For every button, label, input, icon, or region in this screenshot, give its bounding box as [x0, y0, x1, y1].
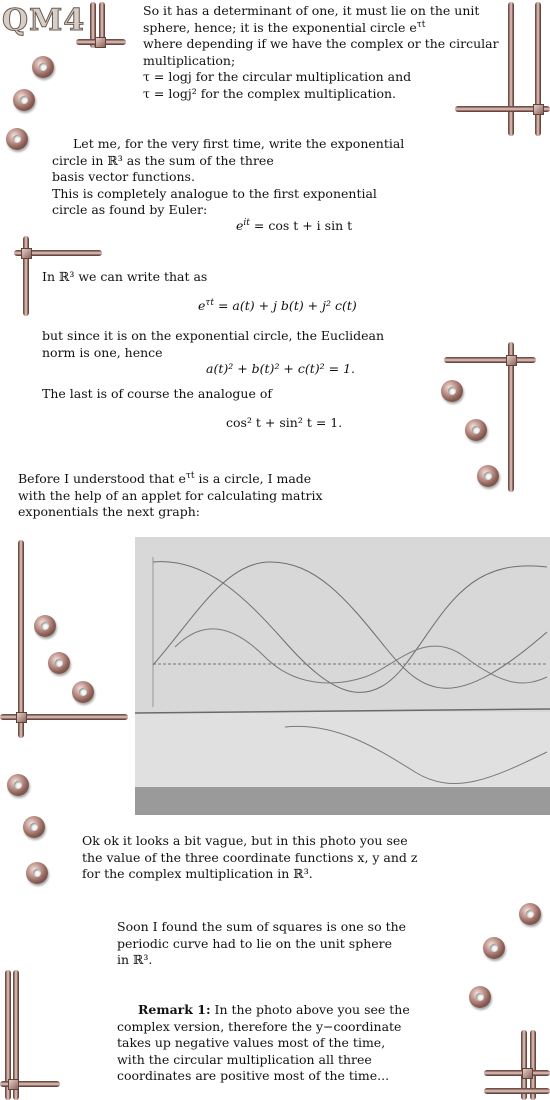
text-line: circle in ℝ³ as the sum of the three [52, 152, 274, 168]
graph-photo [135, 537, 550, 815]
graph-photo-drawing [135, 537, 550, 815]
text-line: τ = logj for the circular multiplication and [143, 69, 412, 84]
r3-intro [42, 269, 207, 286]
exponent: τt [185, 471, 195, 481]
text-line-part: is a circle, I made [194, 471, 312, 486]
decor-ring-icon [48, 652, 70, 674]
euler-paragraph [52, 136, 404, 219]
before-paragraph [18, 471, 323, 521]
text-line: Ok ok it looks a bit vague, but in this photo you see [82, 833, 408, 848]
text-line: but since it is on the exponential circle, the Euclidean [42, 328, 385, 343]
text-line-part: sphere, hence; it is the exponential circle e [143, 19, 417, 35]
text-line: The last is of course the analogue of [42, 386, 272, 401]
decor-rod [18, 540, 24, 738]
text-line: in ℝ³. [117, 952, 153, 967]
text-line [117, 1002, 410, 1019]
decor-ring-icon [441, 380, 463, 402]
decor-cube [21, 248, 32, 259]
exponent: it [243, 218, 250, 228]
text-line: τ = logj² for the complex multiplication. [143, 85, 397, 101]
decor-ring-icon [23, 816, 45, 838]
decor-ring-icon [13, 89, 35, 111]
decor-rod [484, 1070, 550, 1076]
decor-ring-icon [477, 465, 499, 487]
text-line: multiplication; [143, 52, 236, 68]
intro-paragraph [143, 3, 499, 102]
exponent: τt [205, 298, 215, 308]
decor-cube [16, 712, 27, 723]
decor-rod [484, 1088, 550, 1094]
decor-cube [533, 104, 544, 115]
decor-rod [508, 2, 514, 136]
decor-ring-icon [34, 615, 56, 637]
text-line: complex version, therefore the y−coordinate [117, 1018, 402, 1034]
decor-cube [506, 355, 517, 366]
decor-ring-icon [465, 419, 487, 441]
text-line: norm is one, hence [42, 344, 163, 360]
decor-ring-icon [7, 774, 29, 796]
decor-cube [8, 1079, 19, 1090]
decor-cube [522, 1068, 533, 1079]
text-line: Let me, for the very first time, write the exponential [73, 136, 405, 151]
text-line: where depending if we have the complex or the circular [143, 36, 499, 51]
text-line: This is completely analogue to the first exponential [52, 185, 377, 201]
text-line-part: Before I understood that e [18, 471, 186, 486]
remark-title: Remark 1: [138, 1002, 211, 1017]
decor-ring-icon [6, 128, 28, 150]
text-line: circle as found by Euler: [52, 202, 208, 217]
soon-paragraph [117, 919, 406, 969]
formula-rhs: = a(t) + j b(t) + j² c(t) [214, 298, 357, 313]
formula-base: e [236, 218, 244, 233]
trig-formula: cos² t + sin² t = 1. [226, 415, 343, 430]
photo-shadow [135, 787, 550, 815]
decor-rod [535, 2, 541, 136]
text-line [143, 20, 499, 37]
analogue-text [42, 386, 272, 403]
decor-rod [444, 357, 536, 363]
text-line-part: In the photo above you see the [210, 1002, 410, 1017]
formula-rhs: = cos t + i sin t [249, 218, 353, 233]
remark-paragraph [117, 1002, 410, 1085]
text-line: with the circular multiplication all three [117, 1051, 372, 1067]
text-line: Soon I found the sum of squares is one so the [117, 919, 407, 934]
paper-top [135, 537, 550, 712]
euler-formula [236, 218, 352, 235]
text-line: So it has a determinant of one, it must lie on the unit [143, 3, 480, 18]
formula-base: e [198, 298, 206, 313]
decor-ring-icon [72, 681, 94, 703]
text-line: exponentials the next graph: [18, 504, 200, 519]
norm-paragraph [42, 328, 384, 361]
text-line: with the help of an applet for calculating matrix [18, 487, 323, 503]
text-line: the value of the three coordinate functions x, y and z [82, 849, 418, 865]
text-line: basis vector functions. [52, 169, 195, 184]
decor-ring-icon [469, 986, 491, 1008]
text-line [18, 471, 323, 488]
text-line: In ℝ³ we can write that as [42, 269, 208, 284]
ok-paragraph [82, 833, 418, 883]
text-line: periodic curve had to lie on the unit sphere [117, 935, 393, 951]
norm-formula: a(t)² + b(t)² + c(t)² = 1. [206, 361, 356, 376]
r3-formula [198, 298, 357, 315]
decor-ring-icon [519, 903, 541, 925]
decor-ring-icon [32, 56, 54, 78]
exponent: τt [416, 19, 426, 30]
logo: QM4 [2, 3, 86, 38]
decor-cube [95, 37, 106, 48]
text-line: takes up negative values most of the time, [117, 1035, 386, 1050]
text-line: for the complex multiplication in ℝ³. [82, 866, 313, 881]
text-line: coordinates are positive most of the time... [117, 1068, 390, 1083]
paper-bottom [135, 712, 550, 787]
decor-ring-icon [26, 862, 48, 884]
decor-ring-icon [483, 937, 505, 959]
